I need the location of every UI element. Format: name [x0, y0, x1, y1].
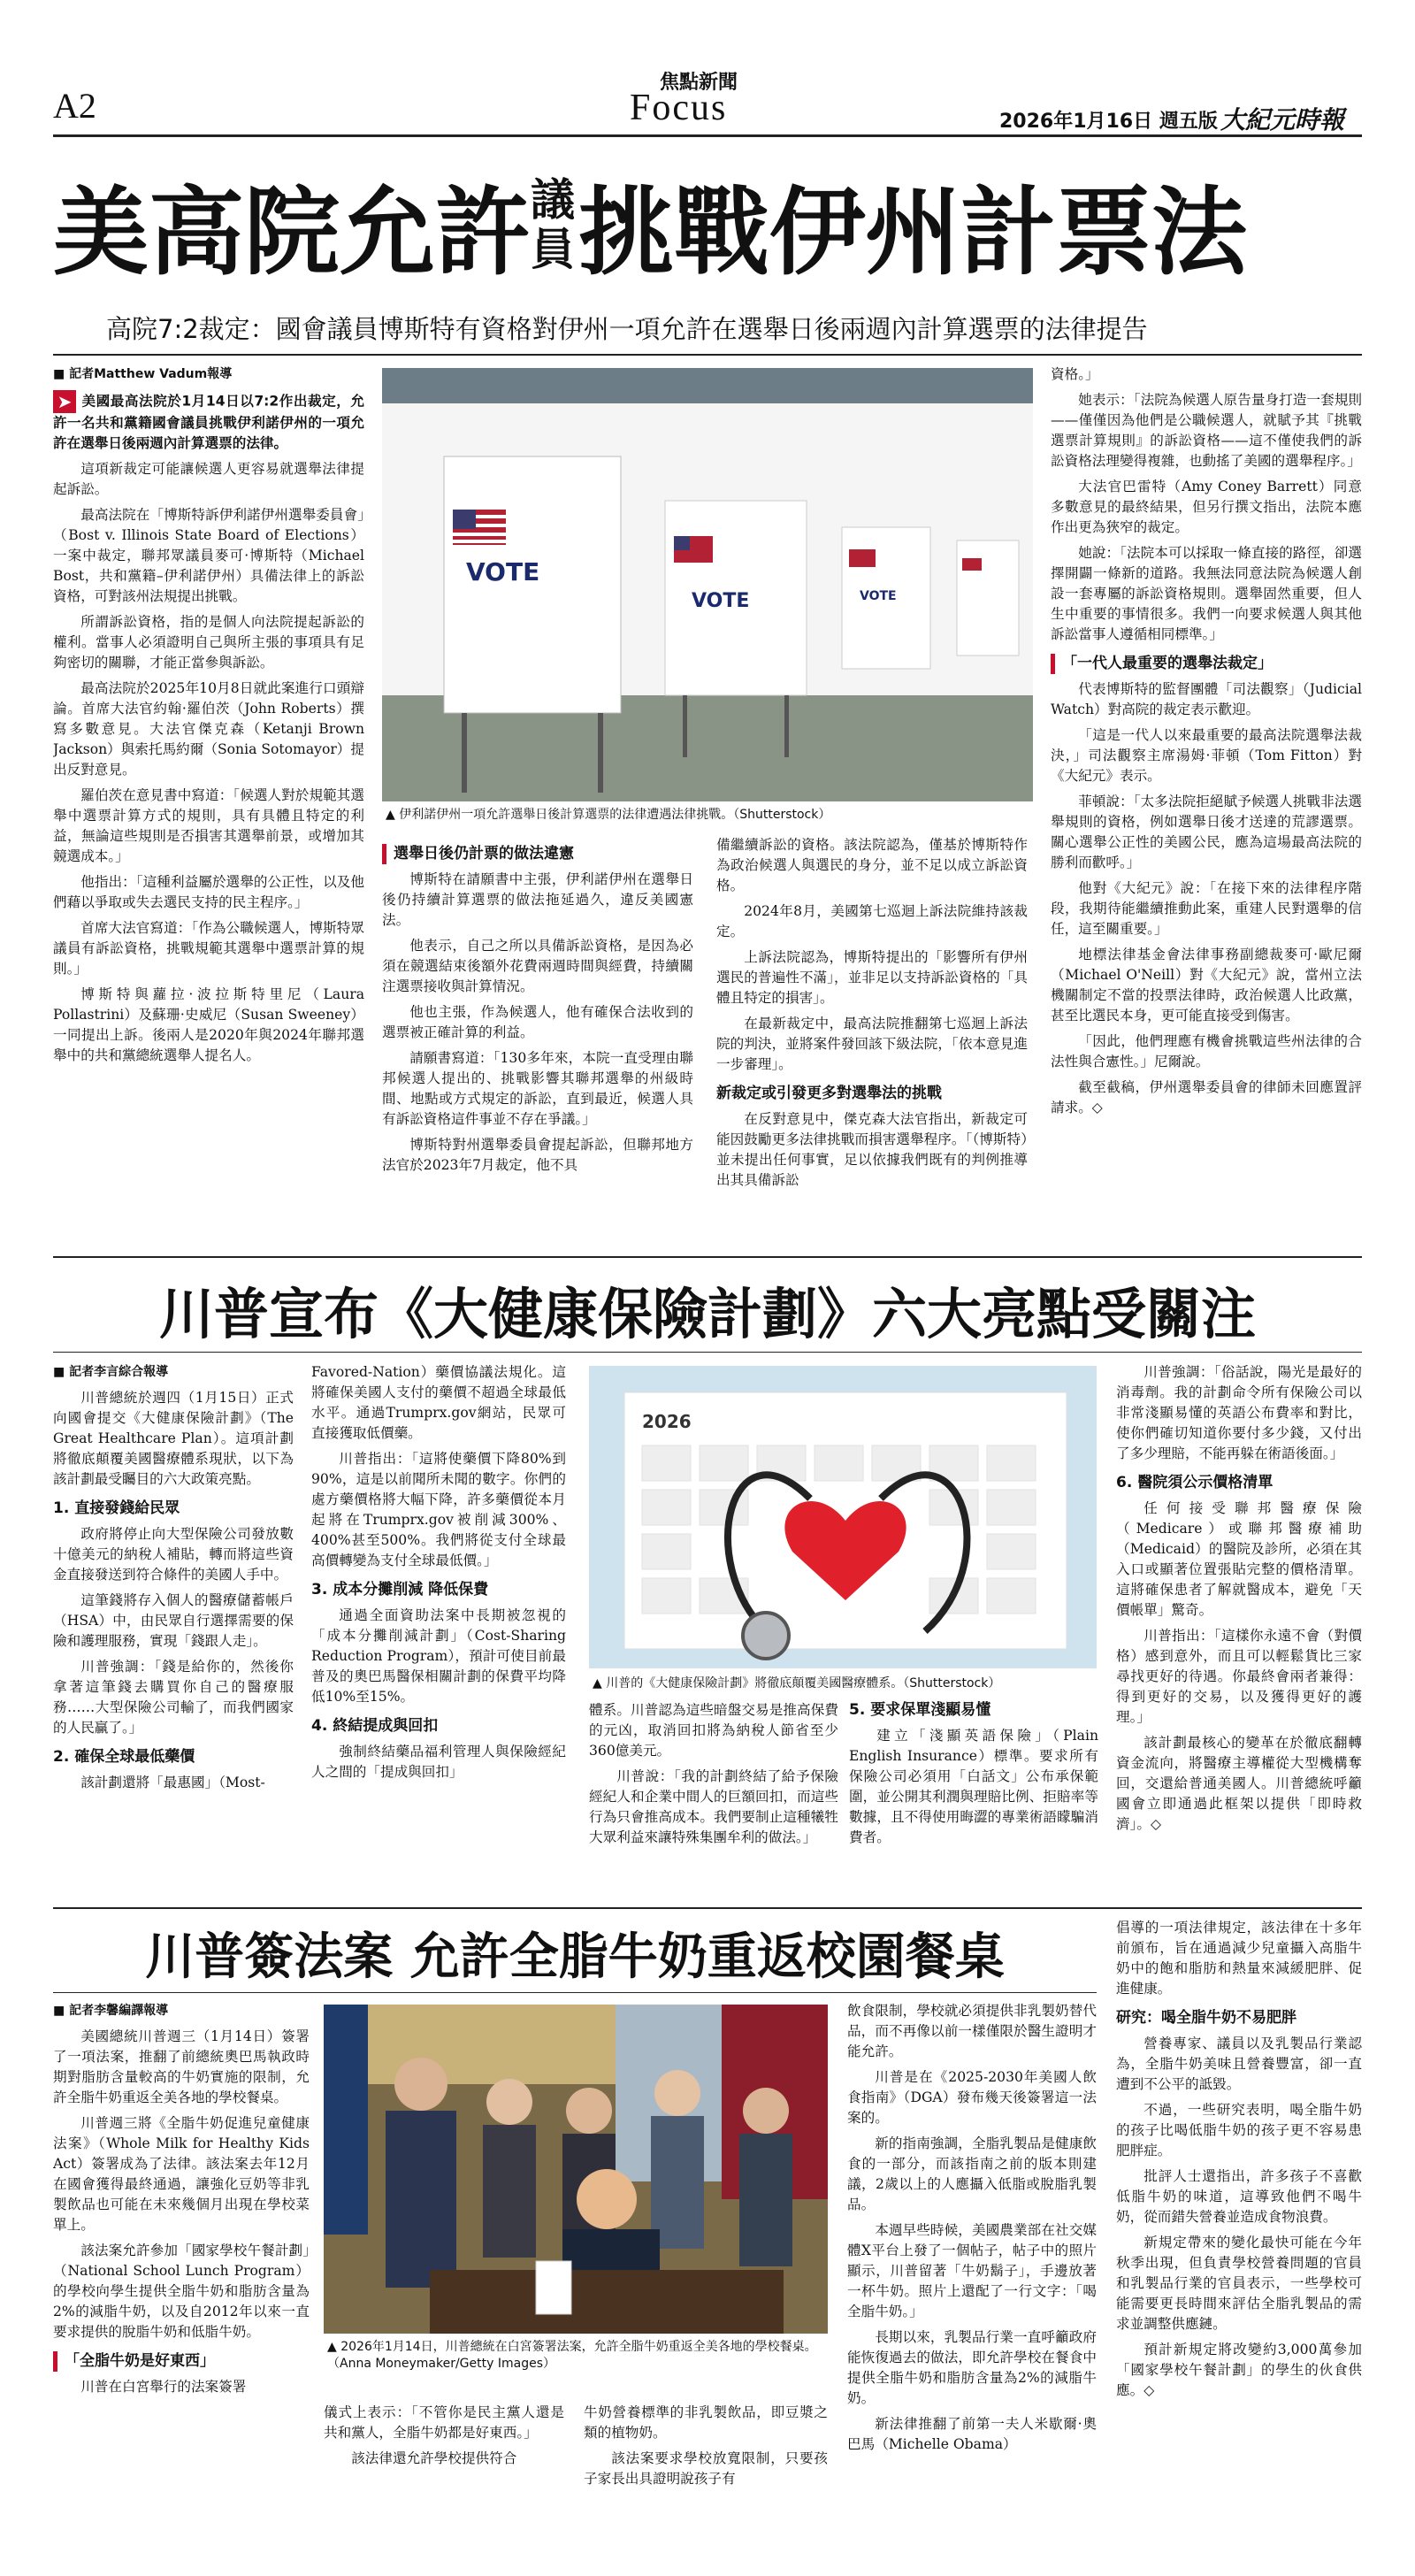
paragraph: 川普指出：「這將使藥價下降80%到90%，這是以前聞所未聞的數字。你們的處方藥價格將大幅下降，許多藥價從本月起將在Trumprx.gov被削減300%、400%甚至500%。我們將從支付全球最高價轉變為支付全球最低價。」 [311, 1451, 566, 1568]
paragraph: 川普週三將《全脂牛奶促進兒童健康法案》（Whole Milk for Healthy Kids Act）簽署成為了法律。該法案去年12月在國會獲得最終通過，讓強化豆奶等非乳製飲品也可能在未來幾個月出現在學校菜單上。 [53, 2115, 310, 2233]
story3-subhead-whole-milk: 「全脂牛奶是好東西」 [53, 2351, 310, 2372]
story2-point-2: 2. 確保全球最低藥價 [53, 1748, 195, 1766]
paragraph: 在最新裁定中，最高法院推翻第七巡迴上訴法院的判決，並將案件發回該下級法院，「依本意見進一步審理」。 [716, 1016, 1028, 1072]
paragraph: 他對《大紀元》說：「在接下來的法律程序階段，我期待能繼續推動此案，重建人民對選舉的信任，這至關重要。」 [1051, 880, 1362, 937]
paragraph: 這筆錢將存入個人的醫療儲蓄帳戶（HSA）中，由民眾自行選擇需要的保險和護理服務，實現「錢跟人走」。 [53, 1592, 294, 1649]
paragraph: 她說：「法院本可以採取一條直接的路徑，卻選擇開闢一條新的道路。我無法同意法院為候選人創設一套專屬的訴訟資格規則。選舉固然重要，但人生中重要的事情很多。我們一向要求候選人與其他訴訟當事人遵循相同標準。」 [1051, 545, 1362, 642]
booth-third [842, 527, 930, 669]
paragraph: 川普是在《2025-2030年美國人飲食指南》（DGA）發布幾天後簽署這一法案的。 [847, 2069, 1097, 2126]
paragraph: 2024年8月，美國第七巡迴上訴法院維持該裁定。 [716, 903, 1028, 939]
paragraph: 任何接受聯邦醫療保險（Medicare）或聯邦醫療補助（Medicaid）的醫院及診所，必須在其入口或顯著位置張貼完整的價格清單。這將確保患者了解就醫成本，避免「天價帳單」驚奇。 [1116, 1500, 1362, 1618]
story1-subhead-unconstitutional: 選舉日後仍計票的做法違憲 [382, 844, 693, 864]
paragraph: 美國總統川普週三（1月14日）簽署了一項法案，推翻了前總統奧巴馬執政時期對脂肪含量較高的牛奶實施的限制，允許全脂牛奶重返全美各地的學校餐桌。 [53, 2028, 310, 2105]
paragraph: 請願書寫道：「130多年來，本院一直受理由聯邦候選人提出的、挑戰影響其聯邦選舉的州級時間、地點或方式規定的訴訟，直到最近，候選人具有訴訟資格這件事並不存在爭議。」 [382, 1050, 693, 1127]
story1-column-3 [716, 835, 1028, 1251]
paragraph: 博斯特對州選舉委員會提起訴訟，但聯邦地方法官於2023年7月裁定，他不具 [382, 1137, 693, 1173]
story1-photo-voting-booths [382, 368, 1033, 801]
red-arrow-icon: ➤ [53, 390, 76, 413]
story1-column-4 [1051, 364, 1362, 1251]
paragraph: 首席大法官寫道：「作為公職候選人，博斯特眾議員有訴訟資格，挑戰規範其選舉中選票計算的規則。」 [53, 920, 364, 977]
story1-headline [53, 156, 1362, 306]
paragraph: 川普指出：「這樣你永遠不會（對價格）感到意外，而且可以輕鬆貨比三家尋找更好的待遇。你最終會兩者兼得：得到更好的交易，以及獲得更好的護理。」 [1116, 1628, 1362, 1725]
story2-photo-caption: ▲ 川普的《大健康保險計劃》將徹底顛覆美國醫療體系。（Shutterstock） [593, 1675, 1097, 1692]
voting-booths-illustration [382, 368, 1033, 801]
paragraph: 該法案要求學校放寬限制，只要孩子家長出具證明說孩子有 [584, 2450, 828, 2487]
milk-glass-icon [536, 2261, 571, 2314]
paragraph: 羅伯茨在意見書中寫道：「候選人對於規範其選舉中選票計算方式的規則，具有具體且特定的利益，無論這些規則是否損害其選舉前景，或增加其競選成本。」 [53, 787, 364, 864]
story2-point-1: 1. 直接發錢給民眾 [53, 1499, 180, 1517]
story3-byline: ■ 記者李馨編譯報導 [53, 2001, 310, 2021]
paragraph: 所謂訴訟資格，指的是個人向法院提起訴訟的權利。當事人必須證明自己與所主張的事項具有足夠密切的關聯，才能正當參與訴訟。 [53, 614, 364, 671]
story3-subhead-research: 研究：喝全脂牛奶不易肥胖 [1116, 2009, 1296, 2027]
paragraph: 博斯特在請願書中主張，伊利諾伊州在選舉日後仍持續計算選票的做法拖延過久，違反美國憲法。 [382, 871, 693, 928]
paragraph: 該法律還允許學校提供符合 [351, 2450, 517, 2466]
story1-column-1 [53, 364, 364, 1249]
paragraph: 新規定帶來的變化最快可能在今年秋季出現，但負責學校營養問題的官員和乳製品行業的官員表示，一些學校可能需要更長時間來評估全脂乳製品的需求並調整供應鏈。 [1116, 2235, 1362, 2332]
page-number: A2 [53, 86, 96, 126]
booth-fourth [957, 540, 1019, 656]
stethoscope-heart-illustration [589, 1366, 1097, 1668]
paragraph: 新的指南強調，全脂乳製品是健康飲食的一部分，而該指南之前的版本則建議，2歲以上的人應攝入低脂或脫脂乳製品。 [847, 2135, 1097, 2212]
vote-label: VOTE [466, 557, 540, 586]
paragraph: 長期以來，乳製品行業一直呼籲政府能恢復過去的做法，即允許學校在餐食中提供全脂牛奶和脂肪含量為2%的減脂牛奶。 [847, 2329, 1097, 2406]
signing-ceremony-illustration [324, 2005, 828, 2334]
paragraph: 博斯特與蘿拉·波拉斯特里尼（Laura Pollastrini）及蘇珊·史威尼（Susan Sweeney）一同提出上訴。後兩人是2020年與2024年聯邦選舉中的共和黨總統選舉人提名人。 [53, 986, 364, 1063]
story3-photo-caption: ▲ 2026年1月14日，川普總統在白宮簽署法案，允許全脂牛奶重返全美各地的學校餐桌。（Anna Moneymaker/Getty Images） [327, 2339, 828, 2373]
story2-point-5: 5. 要求保單淺顯易懂 [849, 1701, 991, 1719]
paragraph: 營養專家、議員以及乳製品行業認為，全脂牛奶美味且營養豐富，卻一直遭到不公平的詆毀。 [1116, 2036, 1362, 2092]
story2-column-3b [849, 1700, 1098, 1897]
story3-headline: 川普簽法案 允許全脂牛奶重返校園餐桌 [145, 1928, 1005, 1986]
paragraph: 批評人士還指出，許多孩子不喜歡低脂牛奶的味道，這導致他們不喝牛奶，從而錯失營養並造成食物浪費。 [1116, 2168, 1362, 2225]
paragraph: 在反對意見中，傑克森大法官指出，新裁定可能因鼓勵更多法律挑戰而損害選舉程序。「（博斯特）並未提出任何事實，足以依據我們既有的判例推導出其具備訴訟 [716, 1111, 1028, 1188]
paragraph: 川普在白宮舉行的法案簽署 [80, 2379, 247, 2395]
story3-column-1 [53, 2001, 310, 2558]
paragraph: 川普總統於週四（1月15日）正式向國會提交《大健康保險計劃》（The Great Healthcare Plan）。這項計劃將徹底顛覆美國醫療體系現狀，以下為該計劃最受矚目的六大政策亮點。 [53, 1390, 294, 1487]
story2-column-4 [1116, 1362, 1362, 1898]
paragraph: 政府將停止向大型保險公司發放數十億美元的納稅人補貼，轉而將這些資金直接發送到符合條件的美國人手中。 [53, 1526, 294, 1583]
paragraph: Favored-Nation）藥價協議法規化。這將確保美國人支付的藥價不超過全球最低水平。通過Trumprx.gov網站，民眾可直接獲取低價藥。 [311, 1364, 566, 1441]
paragraph: 這項新裁定可能讓候選人更容易就選舉法律提起訴訟。 [53, 461, 364, 497]
story1-bottom-rule [53, 1256, 1362, 1258]
paragraph: 截至截稿，伊州選舉委員會的律師未回應置評請求。◇ [1051, 1079, 1362, 1116]
story1-headline-small: 議員 [531, 173, 576, 275]
paragraph: 地標法律基金會法律事務副總裁麥可·歐尼爾（Michael O'Neill）對《大紀元》說，當州立法機關制定不當的投票法律時，政治候選人比政黨，甚至比選民本身，更可能直接受到傷害。 [1051, 947, 1362, 1024]
story2-point-4: 4. 終結提成與回扣 [311, 1717, 439, 1735]
masthead-rule [53, 134, 1362, 137]
paragraph: 「因此，他們理應有機會挑戰這些州法律的合法性與合憲性。」尼爾說。 [1051, 1033, 1362, 1070]
story3-photo-signing [324, 2005, 828, 2334]
vote-label: VOTE [692, 590, 750, 612]
story1-lead-text: 美國最高法院於1月14日以7:2作出裁定，允許一名共和黨籍國會議員挑戰伊利諾伊州的一項允許在選舉日後兩週內計算選票的法律。 [53, 393, 364, 451]
story3-column-2 [324, 2403, 564, 2558]
paragraph: 「這是一代人以來最重要的最高法院選舉法裁決，」司法觀察主席湯姆·菲頓（Tom Fitton）對《大紀元》表示。 [1051, 727, 1362, 784]
story1-column-2 [382, 835, 693, 1251]
story2-column-2 [311, 1362, 566, 1898]
story1-subtitle-rule [53, 354, 1362, 356]
story1-byline: ■ 記者Matthew Vadum報導 [53, 364, 364, 385]
paragraph: 該計劃最核心的變革在於徹底翻轉資金流向，將醫療主導權從大型機構奪回，交還給普通美國人。川普總統呼籲國會立即通過此框架以提供「即時救濟」。◇ [1116, 1735, 1362, 1832]
paragraph: 該法案允許參加「國家學校午餐計劃」（National School Lunch Program）的學校向學生提供全脂牛奶和脂肪含量為2%的減脂牛奶，以及自2012年以來一直要求提供的脫脂牛奶和低脂牛奶。 [53, 2242, 310, 2340]
story2-column-1 [53, 1362, 294, 1898]
section-label-cn: 焦點新聞 [660, 72, 738, 94]
paragraph: 倡導的一項法律規定，該法律在十多年前頒布，旨在通過減少兒童攝入高脂牛奶中的飽和脂肪和熱量來減緩肥胖、促進健康。 [1116, 1920, 1362, 1997]
story3-column-4 [847, 2001, 1097, 2558]
story2-point-6: 6. 醫院須公示價格清單 [1116, 1474, 1274, 1491]
paragraph: 他指出：「這種利益屬於選舉的公正性，以及他們藉以爭取或失去選民支持的民主程序。」 [53, 874, 364, 910]
paragraph: 川普強調：「錢是給你的，然後你拿著這筆錢去購買你自己的醫療服務……大型保險公司輸了，而我們國家的人民贏了。」 [53, 1659, 294, 1736]
story2-bottom-rule [53, 1907, 1362, 1909]
story3-column-5 [1116, 1918, 1362, 2558]
story2-headline: 川普宣布《大健康保險計劃》六大亮點受關注 [158, 1282, 1256, 1346]
story2-column-3 [589, 1700, 838, 1897]
paragraph: 最高法院於2025年10月8日就此案進行口頭辯論。首席大法官約翰·羅伯茨（John Roberts）撰寫多數意見。大法官傑克森（Ketanji Brown Jackson）與索托馬約爾（Sonia Sotomayor）提出反對意見。 [53, 680, 364, 778]
story1-headline-a: 美高院允許 [53, 178, 532, 288]
story3-column-3 [584, 2403, 828, 2558]
paragraph: 該計劃還將「最惠國」（Most- [80, 1775, 265, 1790]
calendar-year: 2026 [642, 1411, 692, 1432]
story2-photo-healthcare [589, 1366, 1097, 1668]
paragraph: 大法官巴雷特（Amy Coney Barrett）同意多數意見的最終結果，但另行撰文指出，法院本應作出更為狹窄的裁定。 [1051, 479, 1362, 535]
paragraph: 本週早些時候，美國農業部在社交媒體X平台上發了一個帖子，帖子中的照片顯示，川普留著「牛奶鬍子」，手邊放著一杯牛奶。照片上還配了一行文字：「喝全脂牛奶。」 [847, 2222, 1097, 2319]
story1-photo-caption: ▲ 伊利諾伊州一項允許選舉日後計算選票的法律遭遇法律挑戰。（Shutterstock） [386, 807, 1031, 824]
story1-headline-b: 挑戰伊州計票法 [578, 178, 1248, 288]
story2-point-3: 3. 成本分攤削減 降低保費 [311, 1581, 489, 1598]
story1-subtitle: 高院7:2裁定：國會議員博斯特有資格對伊州一項允許在選舉日後兩週內計算選票的法律提告 [106, 314, 1148, 344]
paragraph: 飲食限制，學校就必須提供非乳製奶替代品，而不再像以前一樣僅限於醫生證明才能允許。 [847, 2003, 1097, 2059]
paragraph: 菲頓說：「太多法院拒絕賦予候選人挑戰非法選舉規則的資格，例如選舉日後才送達的荒謬選票。關心選舉公正性的美國公民，應為這場最高法院的勝利而歡呼。」 [1051, 794, 1362, 870]
paragraph: 新法律推翻了前第一夫人米歇爾·奧巴馬（Michelle Obama） [847, 2416, 1097, 2452]
paragraph: 不過，一些研究表明，喝全脂牛奶的孩子比喝低脂牛奶的孩子更不容易患肥胖症。 [1116, 2102, 1362, 2158]
paragraph: 他表示，自己之所以具備訴訟資格，是因為必須在競選結束後額外花費兩週時間與經費，持續關注選票接收與計算情況。 [382, 938, 693, 994]
paragraph: 牛奶營養標準的非乳製飲品，即豆漿之類的植物奶。 [584, 2404, 828, 2441]
paragraph: 儀式上表示：「不管你是民主黨人還是共和黨人，全脂牛奶都是好東西。」 [324, 2404, 564, 2441]
newspaper-name: 大紀元時報 [1220, 105, 1345, 134]
paragraph: 他也主張，作為候選人，他有確保合法收到的選票被正確計算的利益。 [382, 1004, 693, 1040]
paragraph: 她表示：「法院為候選人原告量身打造一套規則——僅僅因為他們是公職候選人，就賦予其『挑戰選票計算規則』的訴訟資格——這不僅使我們的訴訟資格法理變得複雜，也動搖了美國的選舉程序。」 [1051, 392, 1362, 469]
story2-byline: ■ 記者李言綜合報導 [53, 1362, 294, 1383]
paragraph: 上訴法院認為，博斯特提出的「影響所有伊州選民的普遍性不滿」，並非足以支持訴訟資格的「具體且特定的損害」。 [716, 949, 1028, 1006]
paragraph: 川普說：「我的計劃終結了給予保險經紀人和企業中間人的巨額回扣，而這些行為只會推高成本。我們要制止這種犧牲大眾利益來讓特殊集團牟利的做法。」 [589, 1768, 838, 1845]
story3-headline-rule [53, 1992, 1097, 1993]
paragraph: 川普強調：「俗話說，陽光是最好的消毒劑。我的計劃命令所有保險公司以非常淺顯易懂的英語公布費率和對比，使你們確切知道你要付多少錢，又付出了多少理賠，不能再躲在術語後面。」 [1116, 1364, 1362, 1461]
edition-date: 2026年1月16日 週五版 [999, 111, 1218, 133]
paragraph: 建立「淺顯英語保險」（Plain English Insurance）標準。要求所有保險公司必須用「白話文」公布承保範圍，並公開其利潤與理賠比例、拒賠率等數據，且不得使用晦澀的專業術語矇騙消費者。 [849, 1728, 1098, 1845]
paragraph: 強制終結藥品福利管理人與保險經紀人之間的「提成與回扣」 [311, 1744, 566, 1780]
section-label-en: Focus [630, 88, 728, 128]
paragraph: 體系。川普認為這些暗盤交易是推高保費的元凶，取消回扣將為納稅人節省至少360億美元。 [589, 1702, 838, 1759]
paragraph: 備繼續訴訟的資格。該法院認為，僅基於博斯特作為政治候選人與選民的身分，並不足以成立訴訟資格。 [716, 837, 1028, 893]
paragraph: 資格。」 [1051, 366, 1099, 382]
story1-lead [53, 390, 364, 454]
paragraph: 通過全面資助法案中長期被忽視的「成本分攤削減計劃」（Cost-Sharing Reduction Program），預計可使目前最普及的奧巴馬醫保相關計劃的保費平均降低10%至15%。 [311, 1607, 566, 1705]
paragraph: 最高法院在「博斯特訴伊利諾伊州選舉委員會」（Bost v. Illinois State Board of Elections）一案中裁定，聯邦眾議員麥可·博斯特（Michael Bost，共和黨籍–伊利諾伊州）具備法律上的訴訟資格，可對該州法規提出挑戰。 [53, 507, 364, 604]
story1-subhead-generation: 「一代人最重要的選舉法裁定」 [1051, 654, 1362, 674]
paragraph: 預計新規定將改變約3,000萬參加「國家學校午餐計劃」的學生的伙食供應。◇ [1116, 2342, 1362, 2398]
paragraph: 代表博斯特的監督團體「司法觀察」（Judicial Watch）對高院的裁定表示歡迎。 [1051, 681, 1362, 717]
story1-subhead-more-challenges: 新裁定或引發更多對選舉法的挑戰 [716, 1085, 942, 1102]
story2-headline-rule [53, 1352, 1362, 1353]
vote-label: VOTE [860, 589, 897, 603]
